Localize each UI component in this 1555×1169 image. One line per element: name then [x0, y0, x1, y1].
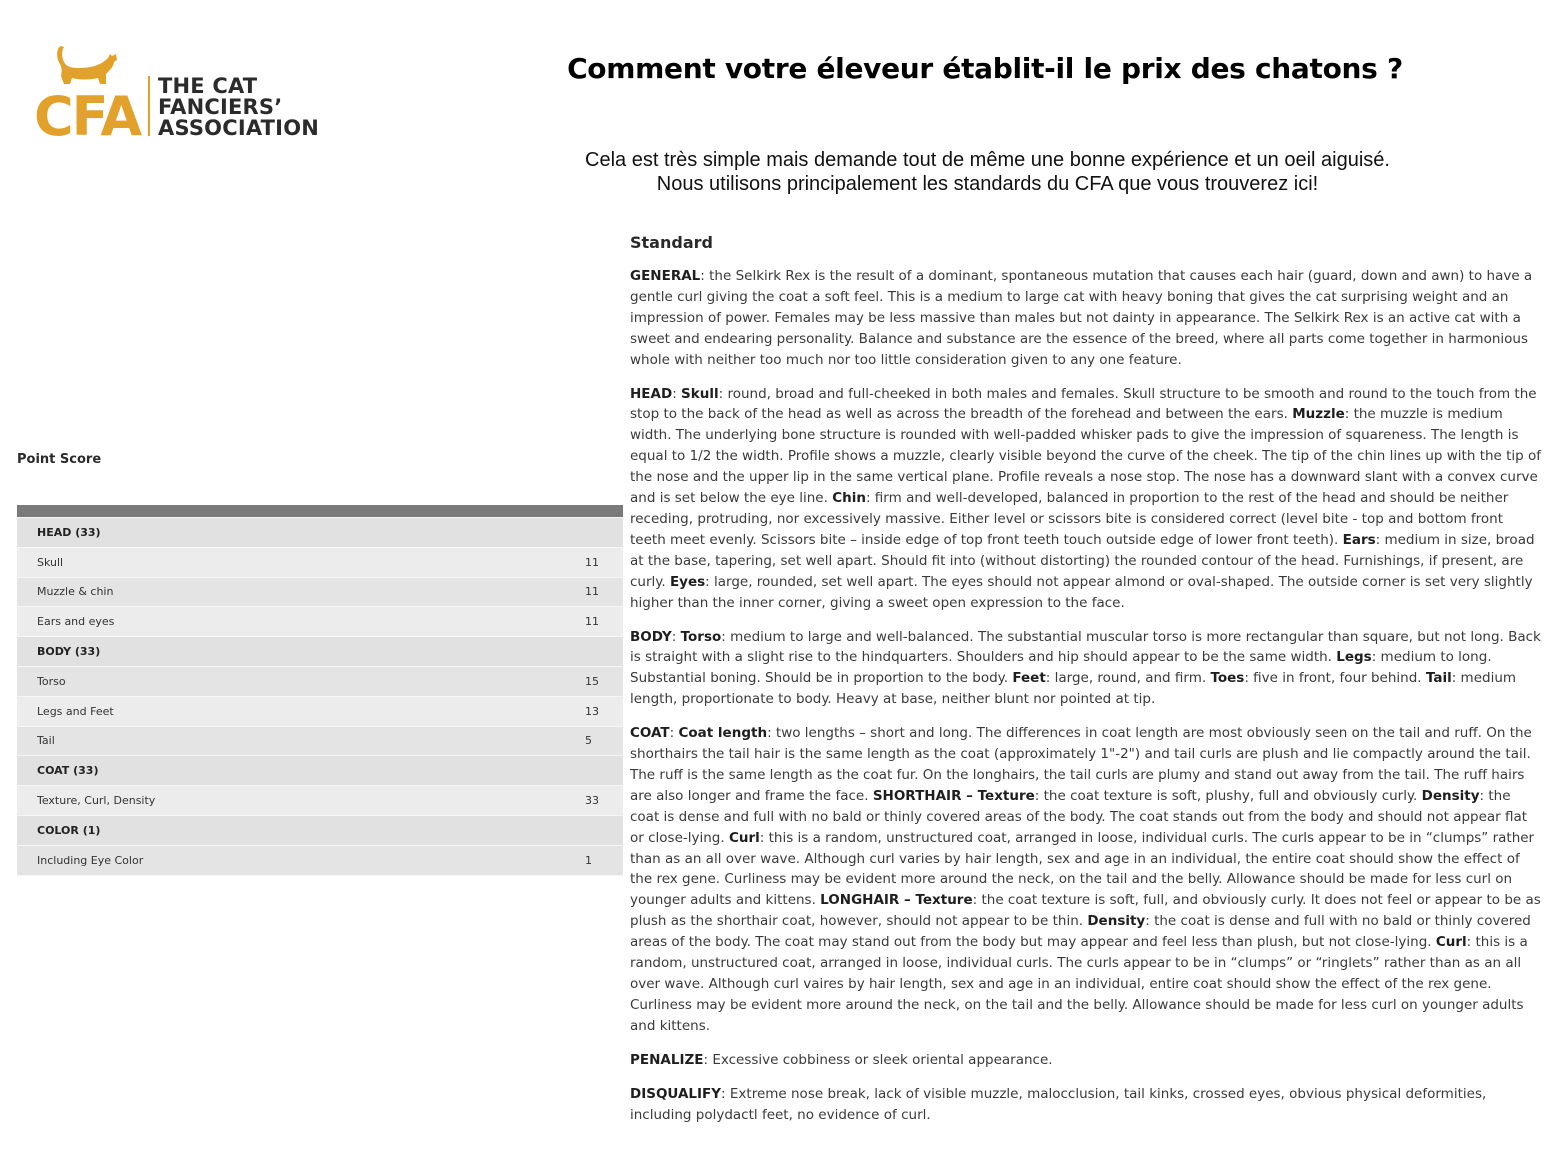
table-row	[17, 607, 623, 637]
row-points	[585, 756, 623, 786]
paragraph-text: : firm and well-developed, balanced in proportion to the rest of the head and should be neither receding, protruding, nor excessively massive. Either level or scissors bite is considered correct (level bite - top and bottom front teeth meet evenly. Scissors bite – inside edge of top front teeth touch outside edge of lower front teeth).	[630, 490, 1509, 548]
table-row	[17, 577, 623, 607]
table-section-row	[17, 815, 623, 845]
paragraph-text: : round, broad and full-cheeked in both males and females. Skull structure to be smooth and round to the touch from the stop to the back of the head as well as across the breadth of the forehead and between the ears.	[630, 385, 1537, 423]
paragraph-text: : the Selkirk Rex is the result of a dominant, spontaneous mutation that causes each hair (guard, down and awn) to have a gentle curl giving the coat a soft feel. This is a medium to large cat with heavy boning that gives the cat surprising weight and an impression of power. Females may be less massive than males but not dainty in appearance. The Selkirk Rex is an active cat with a sweet and endearing personality. Balance and substance are the essence of the breed, where all parts come together in harmonious whole with neither too much nor too little consideration given to any one feature.	[630, 268, 1533, 368]
term-label: DISQUALIFY	[630, 1085, 722, 1102]
row-points: 13	[585, 696, 623, 726]
row-label: Torso	[17, 666, 585, 696]
table-row	[17, 845, 623, 875]
paragraph-text: : the muzzle is medium width. The underlying bone structure is rounded with well-padded whisker pads to give the impression of squareness. The length is equal to 1/2 the width. Profile shows a muzzle, clearly visible beyond the curve of the cheek. The tip of the chin lines up with the tip of the nose and the upper lip in the same vertical plane. Profile reveals a nose stop. The nose has a downward slant with a convex curve and is set below the eye line.	[630, 406, 1542, 507]
term-label: Chin	[832, 490, 866, 507]
term-label: Muzzle	[1292, 406, 1345, 423]
table-section-row	[17, 756, 623, 786]
table-row	[17, 786, 623, 816]
paragraph-text: :	[671, 628, 681, 645]
paragraph-text: : five in front, four behind.	[1244, 670, 1426, 687]
paragraph-text: : medium to large and well-balanced. The substantial muscular torso is more rectangular than square, but not long. Back is straight with a slight rise to the hindquarters. Shoulders and hip should appear to be the same width.	[630, 628, 1541, 666]
row-points: 11	[585, 607, 623, 637]
term-label: Density	[1421, 787, 1480, 804]
paragraph-text: : two lengths – short and long. The differences in coat length are most obviously seen on the tail and ruff. On the shorthairs the tail hair is the same length as the coat (approximately 1"-2") and tail curls are plush and lie compactly around the tail. The ruff is the same length as the coat fur. On the longhairs, the tail curls are plumy and stand out away from the tail. The ruff hairs are also longer and frame the face.	[630, 725, 1532, 804]
logo-line-2: FANCIERS’	[158, 95, 283, 119]
paragraph-text: : the coat is dense and full with no bald or thinly covered areas of the body. The coat stands out from the body and should not appear flat or close-lying.	[630, 787, 1528, 846]
table-section-row	[17, 637, 623, 667]
standard-paragraph	[630, 1050, 1542, 1071]
paragraph-text: : Excessive cobbiness or sleek oriental appearance.	[703, 1051, 1053, 1068]
term-label: Toes	[1210, 670, 1245, 687]
term-label: LONGHAIR – Texture	[820, 892, 973, 909]
table-header-bar	[17, 505, 623, 518]
paragraph-text: :	[669, 725, 679, 742]
term-label: Torso	[680, 628, 722, 645]
row-label: Ears and eyes	[17, 607, 585, 637]
paragraph-text: : the coat texture is soft, plushy, full and obviously curly.	[1034, 787, 1422, 804]
term-label: Curl	[1435, 934, 1467, 951]
section-label: COAT (33)	[17, 756, 585, 786]
logo-wordmark	[158, 76, 319, 139]
point-score-heading: Point Score	[17, 452, 102, 467]
row-points: 15	[585, 666, 623, 696]
paragraph-text: :	[672, 385, 682, 402]
table-row	[17, 547, 623, 577]
standard-paragraph	[630, 266, 1542, 371]
row-label: Muzzle & chin	[17, 577, 585, 607]
page-title: Comment votre éleveur établit-il le prix des chatons ?	[567, 52, 1403, 85]
table-section-row	[17, 518, 623, 548]
row-points: 11	[585, 547, 623, 577]
term-label: PENALIZE	[630, 1051, 704, 1068]
standard-heading: Standard	[630, 233, 713, 252]
term-label: Tail	[1425, 670, 1452, 687]
term-label: Curl	[728, 829, 760, 846]
term-label: COAT	[630, 725, 670, 742]
standard-paragraph	[630, 1084, 1542, 1126]
term-label: Density	[1087, 913, 1146, 930]
row-points	[585, 637, 623, 667]
term-label: BODY	[630, 628, 672, 645]
paragraph-text: : this is a random, unstructured coat, arranged in loose, individual curls. The curls appear to be in “clumps” rather than as an all over wave. Although curl varies by hair length, sex and age in an individual, the entire coat should show the effect of the rex gene. Curliness may be evident more around the neck, on the tail and the belly. Allowance should be made for less curl on younger adults and kittens.	[630, 829, 1535, 909]
section-label: COLOR (1)	[17, 815, 585, 845]
row-label: Legs and Feet	[17, 696, 585, 726]
term-label: Feet	[1012, 670, 1046, 687]
row-points: 11	[585, 577, 623, 607]
paragraph-text: : large, rounded, set well apart. The eyes should not appear almond or oval-shaped. The outside corner is set very slightly higher than the inner corner, giving a sweet open expression to the face.	[630, 573, 1533, 611]
table-row	[17, 696, 623, 726]
section-label: BODY (33)	[17, 637, 585, 667]
standard-paragraphs	[630, 266, 1542, 1125]
standard-paragraph	[630, 723, 1542, 1037]
section-label: HEAD (33)	[17, 518, 585, 548]
row-points: 5	[585, 726, 623, 756]
paragraph-text: : medium in size, broad at the base, tapering, set well apart. Should fit into (without distorting) the rounded contour of the head. Furnishings, if present, are curly.	[630, 531, 1535, 590]
term-label: GENERAL	[630, 268, 701, 284]
paragraph-text: : the coat texture is soft, full, and obviously curly. It does not feel or appear to be as plush as the shorthair coat, however, should not appear to be thin.	[630, 892, 1541, 930]
point-score-table	[17, 505, 623, 876]
row-label: Skull	[17, 547, 585, 577]
row-points: 33	[585, 786, 623, 816]
table-row	[17, 726, 623, 756]
paragraph-text: : medium to long. Substantial boning. Should be in proportion to the body.	[630, 649, 1492, 687]
logo-abbr: CFA	[34, 85, 141, 140]
logo-line-1: THE CAT	[158, 74, 258, 98]
term-label: SHORTHAIR – Texture	[872, 787, 1035, 804]
logo-divider	[148, 76, 150, 136]
paragraph-text: : Extreme nose break, lack of visible muzzle, malocclusion, tail kinks, crossed eyes, obvious physical deformities, including polydactl feet, no evidence of curl.	[630, 1085, 1487, 1123]
logo-line-3: ASSOCIATION	[158, 116, 320, 140]
standard-paragraph	[630, 627, 1542, 711]
term-label: Ears	[1342, 531, 1376, 548]
row-points: 1	[585, 845, 623, 875]
term-label: Legs	[1336, 649, 1372, 666]
paragraph-text: : large, round, and firm.	[1045, 670, 1211, 687]
row-points	[585, 518, 623, 548]
intro-text: Cela est très simple mais demande tout de même une bonne expérience et un oeil aiguisé. Nous utilisons principalement les standards du CFA que vous trouverez ici!	[585, 149, 1390, 195]
row-label: Tail	[17, 726, 585, 756]
paragraph-text: : medium length, proportionate to body. Heavy at base, neither blunt nor pointed at tip.	[630, 670, 1517, 708]
paragraph-text: : the coat is dense and full with no bald or thinly covered areas of the body. The coat may stand out from the body but may appear and feel less than plush, but not close-lying.	[630, 913, 1531, 951]
breed-standard	[630, 232, 1542, 1138]
term-label: Coat length	[678, 725, 768, 742]
standard-paragraph	[630, 384, 1542, 614]
row-label: Texture, Curl, Density	[17, 786, 585, 816]
row-points	[585, 815, 623, 845]
term-label: Skull	[681, 385, 719, 402]
paragraph-text: : this is a random, unstructured coat, arranged in loose, individual curls. The curls appear to be in “clumps” or “ringlets” rather than as an all over wave. Although curl vaires by hair length, sex and age in an individual, entire coat should show the effect of the rex gene. Curliness may be evident more around the neck, on the tail and the belly. Allowance should be made for less curl on younger adults and kittens.	[630, 934, 1528, 1034]
term-label: HEAD	[630, 385, 673, 402]
term-label: Eyes	[669, 573, 706, 590]
row-label: Including Eye Color	[17, 845, 585, 875]
table-row	[17, 666, 623, 696]
